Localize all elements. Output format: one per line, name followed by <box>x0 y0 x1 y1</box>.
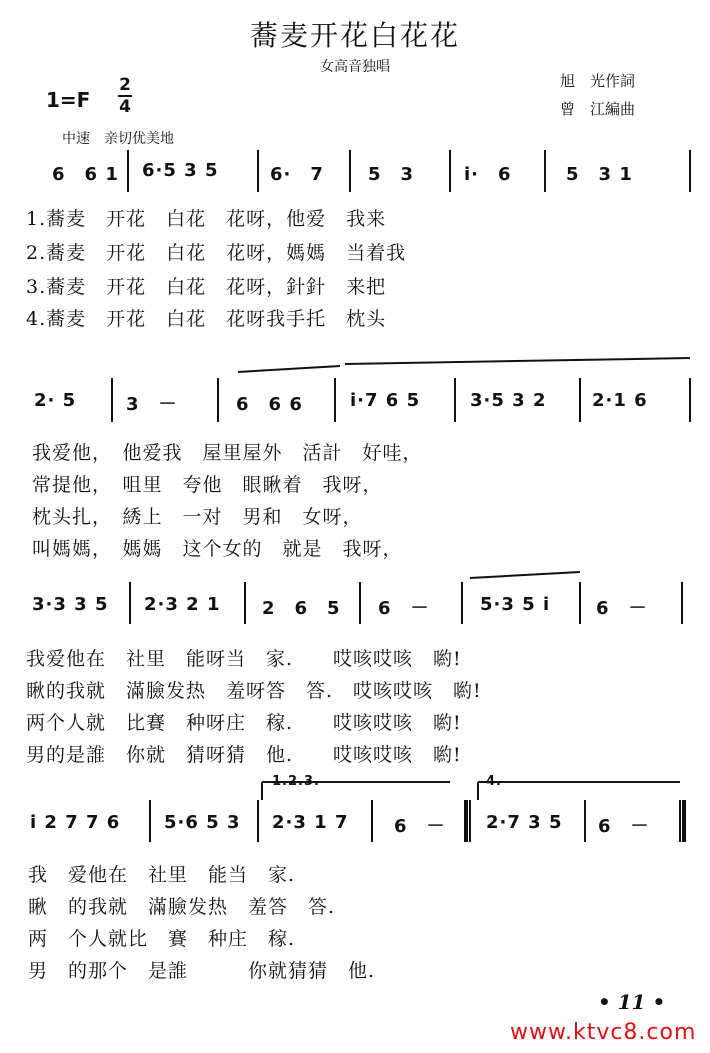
song-title: 蕎麦开花白花花 <box>249 19 460 52</box>
measure: 2·3 2 1 <box>144 594 221 615</box>
lyric-line: 瞅的我就 滿臉发热 羞呀答 答. 哎咳哎咳 喲! <box>26 680 482 702</box>
measure: 3·3 3 5 <box>32 594 109 615</box>
watermark: www.ktvc8.com <box>510 1020 697 1045</box>
lyric-line: 枕头扎， 綉上 一对 男和 女呀， <box>32 506 363 528</box>
lyric-line: 瞅 的我就 滿臉发热 羞答 答. <box>28 896 336 918</box>
volta-2-label: 4. <box>486 774 502 789</box>
measure: 3·5 3 2 <box>470 390 547 411</box>
lyric-line: 3.蕎麦 开花 白花 花呀，針針 来把 <box>26 276 387 298</box>
measure: 6 － <box>394 816 446 837</box>
lyric-line: 我爱他， 他爱我 屋里屋外 活計 好哇， <box>32 442 423 464</box>
volta-1-label: 1.2.3. <box>272 774 320 789</box>
lyric-line: 4.蕎麦 开花 白花 花呀我手托 枕头 <box>26 308 387 330</box>
time-signature-top: 2 <box>119 75 131 95</box>
measure: i· 6 <box>464 164 512 185</box>
measure: 5·6 5 3 <box>164 812 241 833</box>
measure: 2·7 3 5 <box>486 812 563 833</box>
lyric-line: 两个人就 比賽 种呀庄 稼. 哎咳哎咳 喲! <box>26 712 462 734</box>
measure: 6 － <box>596 598 648 619</box>
measure: 5 3 1 <box>566 164 633 185</box>
measure: 6 － <box>598 816 650 837</box>
tempo-marking: 中速 亲切优美地 <box>62 131 174 147</box>
measure: i·7 6 5 <box>350 390 421 411</box>
measure: i 2 7 7 6 <box>30 812 121 833</box>
measure: 5·3 5 i <box>480 594 551 615</box>
time-signature-bottom: 4 <box>119 97 131 117</box>
measure: 6·5 3 5 <box>142 160 219 181</box>
lyric-line: 两 个人就比 賽 种庄 稼. <box>28 928 296 950</box>
key-signature: 1=F <box>46 88 91 112</box>
measure: 6 － <box>378 598 430 619</box>
lyric-line: 常提他， 咀里 夸他 眼瞅着 我呀， <box>32 474 383 496</box>
page-number: • 11 • <box>598 990 666 1014</box>
measure: 6 6 6 <box>236 394 303 415</box>
lyricist-credit: 旭 光作詞 <box>560 72 636 90</box>
lyric-line: 叫媽媽， 媽媽 这个女的 就是 我呀， <box>32 538 403 560</box>
measure: 6· 7 <box>270 164 324 185</box>
lyric-line: 男的是誰 你就 猜呀猜 他. 哎咳哎咳 喲! <box>26 744 462 766</box>
measure: 3 － <box>126 394 178 415</box>
lyric-line: 我爱他在 社里 能呀当 家. 哎咳哎咳 喲! <box>26 648 462 670</box>
song-subtitle: 女高音独唱 <box>320 59 390 75</box>
measure: 2·3 1 7 <box>272 812 349 833</box>
lyric-line: 2.蕎麦 开花 白花 花呀，媽媽 当着我 <box>26 242 407 264</box>
lyric-line: 男 的那个 是誰 你就猜猜 他. <box>28 960 376 982</box>
measure: 2 6 5 <box>262 598 341 619</box>
measure: 2·1 6 <box>592 390 648 411</box>
lyric-line: 1.蕎麦 开花 白花 花呀，他爱 我来 <box>26 208 387 230</box>
lyric-line: 我 爱他在 社里 能当 家. <box>28 864 296 886</box>
measure: 2· 5 <box>34 390 77 411</box>
composer-credit: 曾 江編曲 <box>560 100 636 118</box>
measure: 5 3 <box>368 164 415 185</box>
measure: 6 6 1 <box>52 164 119 185</box>
